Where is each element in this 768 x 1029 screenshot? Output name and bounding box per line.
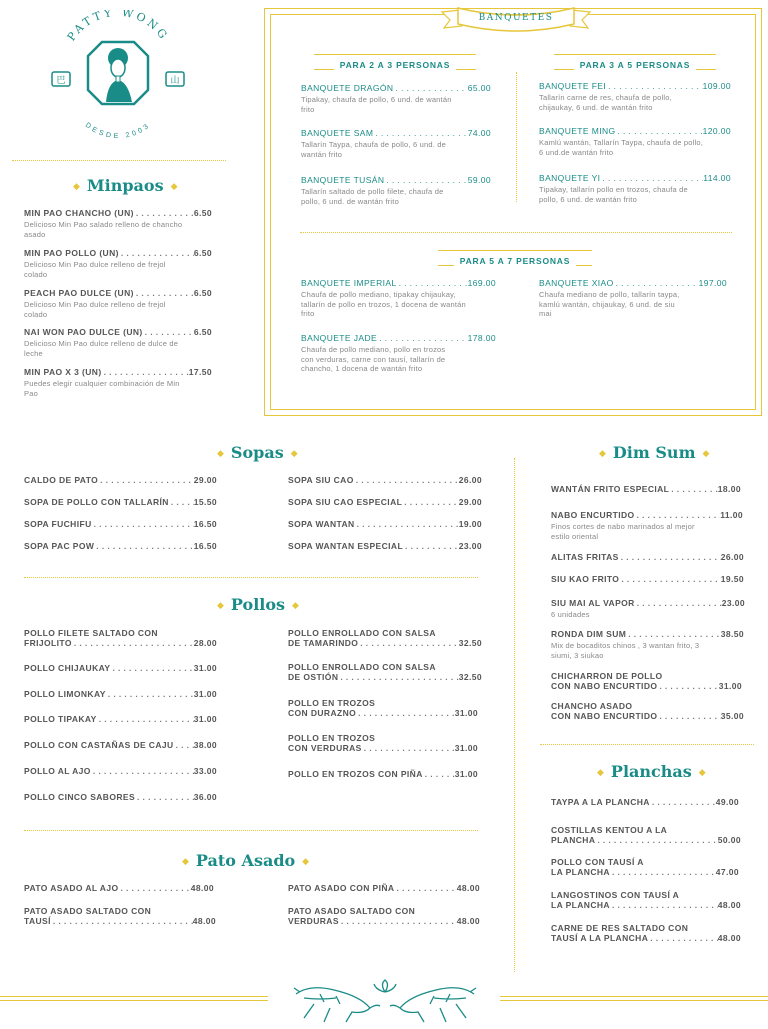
menu-item: [24, 906, 216, 926]
item-name-line: PATO ASADO SALTADO CON: [288, 906, 416, 916]
group-2-3-header: PARA 2 A 3 PERSONAS: [314, 54, 476, 70]
dot-leader: [362, 743, 455, 753]
dot-leader: [94, 541, 193, 551]
logo-since: DESDE 2003: [83, 121, 153, 140]
item-name: MIN PAO X 3 (UN): [24, 367, 102, 377]
menu-item: [551, 510, 743, 541]
dot-leader: [423, 769, 455, 779]
menu-item: [24, 663, 217, 673]
item-price: 33.00: [193, 766, 217, 776]
item-price: 48.00: [456, 883, 480, 893]
menu-item: [24, 689, 217, 699]
item-price: 48.00: [192, 916, 216, 926]
item-description: Chaufa de pollo mediano, pollo en trozos con verduras, carne con tausí, tallarín de chancho, 1 docena de wantán frito: [301, 345, 446, 373]
dot-leader: [650, 797, 716, 807]
item-price: 6.50: [193, 288, 212, 298]
item-price: 31.00: [454, 708, 478, 718]
item-name: CON VERDURAS: [288, 743, 362, 753]
item-description: Tipakay, tallarín pollo en trozos, chaufa de pollo, 6 und. de wantán frito: [539, 185, 688, 204]
menu-item: [24, 766, 217, 776]
dot-leader: [635, 598, 722, 608]
dot-leader: [394, 883, 456, 893]
item-price: 49.00: [715, 797, 739, 807]
item-name: BANQUETE MING: [539, 126, 616, 136]
item-description: Delicioso Min Pao dulce relleno de dulce de leche: [24, 339, 179, 358]
menu-item: [539, 278, 727, 319]
item-price: 48.00: [190, 883, 214, 893]
item-name: DE OSTIÓN: [288, 672, 339, 682]
item-price: 19.50: [720, 574, 744, 584]
menu-item: [551, 701, 744, 721]
tigers-lotus-icon: [290, 978, 480, 1024]
logo-brand-name: PATTY WONG: [64, 10, 172, 44]
item-price: 31.00: [193, 663, 217, 673]
dot-leader: [339, 916, 457, 926]
item-price: 29.00: [458, 497, 482, 507]
svg-text:PATTY WONG: [65, 10, 171, 43]
dot-leader: [402, 497, 459, 507]
item-price: 47.00: [715, 867, 739, 877]
item-price: 6.50: [193, 208, 212, 218]
dot-leader: [600, 173, 703, 183]
banquetes-title: BANQUETES: [478, 13, 554, 23]
item-name: POLLO AL AJO: [24, 766, 91, 776]
item-name: SOPA SIU CAO: [288, 475, 354, 485]
item-price: 6.50: [193, 327, 212, 337]
item-price: 65.00: [467, 83, 491, 93]
item-price: 197.00: [698, 278, 727, 288]
dot-leader: [102, 367, 189, 377]
item-price: 11.00: [720, 510, 743, 520]
menu-item: [288, 769, 478, 779]
item-price: 31.00: [454, 743, 478, 753]
menu-item: [288, 883, 480, 893]
dot-leader: [91, 766, 194, 776]
menu-item: [301, 128, 491, 159]
item-name-line: COSTILLAS KENTOU A LA: [551, 825, 668, 835]
item-name-line: POLLO FILETE SALTADO CON: [24, 628, 158, 638]
dot-leader: [397, 278, 468, 288]
item-name: BANQUETE IMPERIAL: [301, 278, 397, 288]
dot-leader: [135, 792, 194, 802]
dot-leader: [119, 248, 194, 258]
item-name: NABO ENCURTIDO: [551, 510, 635, 520]
menu-item: [539, 126, 731, 157]
logo: [44, 10, 192, 140]
item-price: 23.00: [721, 598, 745, 608]
item-name: LA PLANCHA: [551, 900, 610, 910]
dot-leader: [669, 484, 717, 494]
dot-leader: [355, 519, 459, 529]
item-description: Puedes elegir cualquier combinación de Min Pao: [24, 379, 180, 398]
item-name: ALITAS FRITAS: [551, 552, 619, 562]
menu-item: [539, 81, 731, 112]
menu-item: [24, 883, 214, 893]
item-name: POLLO CON CASTAÑAS DE CAJU: [24, 740, 174, 750]
menu-item: [24, 714, 217, 724]
item-name-line: POLLO ENROLLADO CON SALSA: [288, 628, 436, 638]
item-name: VERDURAS: [288, 916, 339, 926]
dot-leader: [92, 519, 194, 529]
item-name-line: POLLO EN TROZOS: [288, 698, 376, 708]
dot-leader: [97, 714, 194, 724]
menu-item: [24, 541, 217, 551]
dot-leader: [619, 574, 720, 584]
dot-leader: [119, 883, 191, 893]
item-price: 16.50: [193, 519, 217, 529]
dot-leader: [377, 333, 468, 343]
menu-item: [551, 890, 741, 910]
menu-item: [288, 628, 482, 648]
dot-leader: [51, 916, 193, 926]
dot-leader: [657, 681, 718, 691]
item-description: Chaufa mediano de pollo, tallarín taypa, kamlú wantán, chijaukay, 6 und. de siu mai: [539, 290, 680, 318]
menu-item: [24, 208, 212, 239]
dot-leader: [393, 83, 467, 93]
item-price: 169.00: [467, 278, 496, 288]
item-description: Delicioso Min Pao dulce relleno de frejol colado: [24, 260, 166, 279]
item-name: DE TAMARINDO: [288, 638, 359, 648]
item-name: PATO ASADO AL AJO: [24, 883, 119, 893]
item-name: SOPA PAC POW: [24, 541, 95, 551]
dot-leader: [72, 638, 194, 648]
item-price: 109.00: [702, 81, 731, 91]
dot-leader: [610, 900, 718, 910]
dot-leader: [657, 711, 720, 721]
group-5-7-header: PARA 5 A 7 PERSONAS: [438, 250, 592, 266]
item-description: Finos cortes de nabo marinados al mejor estilo oriental: [551, 522, 695, 541]
item-name: PLANCHA: [551, 835, 596, 845]
item-name: SOPA FUCHIFU: [24, 519, 92, 529]
item-name: SOPA DE POLLO CON TALLARÍN: [24, 497, 169, 507]
item-price: 178.00: [467, 333, 496, 343]
banquetes-banner: [432, 4, 600, 34]
item-price: 15.50: [193, 497, 217, 507]
item-name-line: CHANCHO ASADO: [551, 701, 633, 711]
dot-leader: [403, 541, 459, 551]
item-price: 48.00: [717, 900, 741, 910]
menu-item: [551, 797, 739, 807]
item-name: MIN PAO POLLO (UN): [24, 248, 119, 258]
item-price: 31.00: [193, 689, 217, 699]
menu-item: [551, 484, 741, 494]
item-description: Delicioso Min Pao salado relleno de chancho asado: [24, 220, 183, 239]
menu-item: [288, 733, 478, 753]
dot-leader: [110, 663, 193, 673]
item-description: Tallarín saltado de pollo filete, chaufa de pollo, 6 und. de wantán frito: [301, 187, 444, 206]
item-name: SOPA SIU CAO ESPECIAL: [288, 497, 403, 507]
item-description: Tallarín carne de res, chaufa de pollo, chijaukay, 6 und. de wantán frito: [539, 93, 672, 112]
item-name: RONDA DIM SUM: [551, 629, 627, 639]
item-name: BANQUETE JADE: [301, 333, 378, 343]
item-name: MIN PAO CHANCHO (UN): [24, 208, 134, 218]
menu-item: [24, 628, 217, 648]
item-price: 29.00: [193, 475, 217, 485]
menu-item: [24, 327, 212, 358]
menu-item: [24, 367, 212, 398]
menu-item: [551, 671, 742, 691]
section-title-minpaos: ◆ Minpaos ◆: [73, 176, 178, 195]
menu-item: [301, 83, 491, 114]
item-price: 26.00: [720, 552, 744, 562]
dot-leader: [626, 629, 720, 639]
item-name: BANQUETE FEI: [539, 81, 607, 91]
item-name: TAUSÍ A LA PLANCHA: [551, 933, 649, 943]
dot-leader: [134, 208, 194, 218]
menu-item: [24, 497, 217, 507]
menu-item: [551, 857, 739, 877]
item-price: 74.00: [467, 128, 491, 138]
item-name: SOPA WANTAN: [288, 519, 355, 529]
menu-item: [24, 519, 217, 529]
dot-leader: [616, 126, 703, 136]
item-name: NAI WON PAO DULCE (UN): [24, 327, 143, 337]
menu-item: [301, 333, 496, 374]
dot-leader: [614, 278, 699, 288]
logo-emblem: [44, 10, 192, 140]
item-price: 19.00: [458, 519, 482, 529]
menu-item: [551, 629, 744, 660]
menu-item: [24, 288, 212, 319]
section-title-sopas: ◆ Sopas ◆: [217, 443, 298, 462]
item-price: 50.00: [717, 835, 741, 845]
item-name: SIU KAO FRITO: [551, 574, 620, 584]
item-price: 59.00: [467, 175, 491, 185]
menu-item: [288, 698, 478, 718]
dot-leader: [384, 175, 467, 185]
menu-item: [288, 662, 482, 682]
dot-leader: [358, 638, 458, 648]
dot-leader: [610, 867, 716, 877]
logo-left-mark: 巴: [56, 75, 66, 85]
menu-item: [288, 541, 482, 551]
item-name: BANQUETE XIAO: [539, 278, 614, 288]
item-price: 31.00: [193, 714, 217, 724]
dot-leader: [106, 689, 194, 699]
dot-leader: [595, 835, 717, 845]
menu-item: [551, 552, 744, 562]
menu-item: [288, 906, 480, 926]
item-price: 18.00: [717, 484, 741, 494]
item-description: Tipakay, chaufa de pollo, 6 und. de wantán frito: [301, 95, 452, 114]
item-name: POLLO EN TROZOS CON PIÑA: [288, 769, 423, 779]
dot-leader: [174, 740, 194, 750]
item-price: 120.00: [702, 126, 731, 136]
item-name-line: POLLO EN TROZOS: [288, 733, 376, 743]
dot-leader: [354, 475, 459, 485]
item-price: 38.00: [193, 740, 217, 750]
item-price: 48.00: [717, 933, 741, 943]
item-price: 17.50: [188, 367, 212, 377]
section-title-pollos: ◆ Pollos ◆: [217, 595, 299, 614]
menu-item: [301, 175, 491, 206]
item-name-line: LANGOSTINOS CON TAUSÍ A: [551, 890, 680, 900]
menu-item: [24, 248, 212, 279]
item-price: 38.50: [720, 629, 744, 639]
item-name: PEACH PAO DULCE (UN): [24, 288, 134, 298]
dot-leader: [169, 497, 194, 507]
menu-item: [24, 475, 217, 485]
item-price: 31.00: [454, 769, 478, 779]
woman-portrait-icon: [106, 48, 132, 102]
dot-leader: [338, 672, 458, 682]
logo-right-mark: 山: [170, 75, 180, 85]
menu-item: [551, 574, 744, 584]
dot-leader: [606, 81, 702, 91]
item-name: CON NABO ENCURTIDO: [551, 711, 658, 721]
menu-item: [288, 519, 482, 529]
item-price: 16.50: [193, 541, 217, 551]
item-description: Tallarín Taypa, chaufa de pollo, 6 und. de wantán frito: [301, 140, 447, 159]
menu-item: [301, 278, 496, 319]
menu-item: [539, 173, 731, 204]
item-price: 31.00: [718, 681, 742, 691]
item-name-line: PATO ASADO SALTADO CON: [24, 906, 152, 916]
item-name: POLLO LIMONKAY: [24, 689, 106, 699]
item-price: 35.00: [720, 711, 744, 721]
dot-leader: [648, 933, 717, 943]
item-name-line: CARNE DE RES SALTADO CON: [551, 923, 689, 933]
item-description: Kamlú wantán, Tallarín Taypa, chaufa de pollo, 6 und.de wantán frito: [539, 138, 704, 157]
section-title-pato-asado: ◆ Pato Asado ◆: [182, 851, 310, 870]
item-name: LA PLANCHA: [551, 867, 610, 877]
item-name: CALDO DE PATO: [24, 475, 99, 485]
dot-leader: [98, 475, 194, 485]
tigers-ornament: [290, 978, 480, 1024]
group-3-5-header: PARA 3 A 5 PERSONAS: [554, 54, 716, 70]
item-name: POLLO CINCO SABORES: [24, 792, 136, 802]
menu-item: [24, 792, 217, 802]
svg-text:DESDE 2003: [84, 122, 152, 140]
item-name: BANQUETE YI: [539, 173, 601, 183]
item-name-line: POLLO ENROLLADO CON SALSA: [288, 662, 436, 672]
item-name: CON NABO ENCURTIDO: [551, 681, 658, 691]
item-price: 6.50: [193, 248, 212, 258]
item-name: PATO ASADO CON PIÑA: [288, 883, 395, 893]
menu-item: [288, 497, 482, 507]
item-price: 36.00: [193, 792, 217, 802]
dot-leader: [619, 552, 721, 562]
menu-item: [24, 740, 217, 750]
dot-leader: [356, 708, 455, 718]
dot-leader: [373, 128, 467, 138]
item-name: BANQUETE TUSÁN: [301, 175, 385, 185]
menu-item: [551, 598, 745, 620]
item-description: Delicioso Min Pao dulce relleno de frejol colado: [24, 300, 166, 319]
dot-leader: [134, 288, 194, 298]
item-price: 23.00: [458, 541, 482, 551]
item-price: 26.00: [458, 475, 482, 485]
item-description: Mix de bocaditos chinos , 3 wantan frito, 3 siumi, 3 siukao: [551, 641, 700, 660]
item-price: 48.00: [456, 916, 480, 926]
item-description: 6 unidades: [551, 610, 590, 619]
item-name-line: POLLO CON TAUSÍ A: [551, 857, 644, 867]
menu-item: [288, 475, 482, 485]
item-price: 32.50: [458, 638, 482, 648]
section-title-planchas: ◆ Planchas ◆: [597, 762, 706, 781]
menu-item: [551, 923, 741, 943]
item-name: SOPA WANTAN ESPECIAL: [288, 541, 404, 551]
dot-leader: [143, 327, 194, 337]
item-name: BANQUETE DRAGÓN: [301, 83, 394, 93]
dot-leader: [635, 510, 721, 520]
item-name: SIU MAI AL VAPOR: [551, 598, 635, 608]
item-name-line: CHICHARRON DE POLLO: [551, 671, 663, 681]
item-name: CON DURAZNO: [288, 708, 357, 718]
section-title-dim-sum: ◆ Dim Sum ◆: [599, 443, 710, 462]
item-name: TAUSÍ: [24, 916, 51, 926]
item-name: POLLO TIPAKAY: [24, 714, 97, 724]
item-name: BANQUETE SAM: [301, 128, 374, 138]
item-name: TAYPA A LA PLANCHA: [551, 797, 650, 807]
item-name: WANTÁN FRITO ESPECIAL: [551, 484, 670, 494]
item-description: Chaufa de pollo mediano, tipakay chijaukay, tallarín de pollo en trozos, 1 docena de wantán frito: [301, 290, 466, 318]
item-price: 32.50: [458, 672, 482, 682]
item-price: 114.00: [703, 173, 731, 183]
item-price: 28.00: [193, 638, 217, 648]
item-name: POLLO CHIJAUKAY: [24, 663, 111, 673]
item-name: FRIJOLITO: [24, 638, 72, 648]
menu-item: [551, 825, 741, 845]
